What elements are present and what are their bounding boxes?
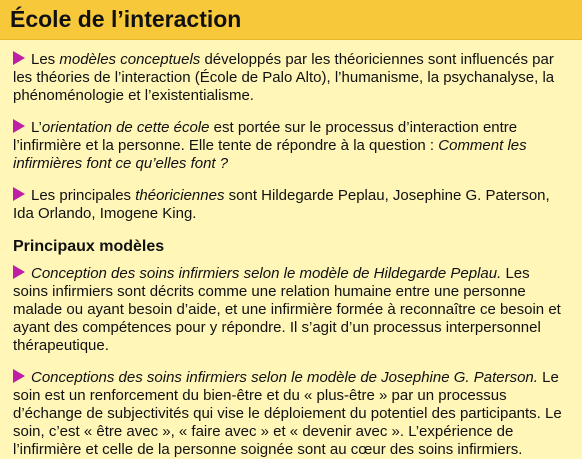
paragraph-theorists-italic: théoriciennes xyxy=(135,187,225,204)
model-paterson-title: Conceptions des soins infirmiers selon le modèle de Josephine G. Paterson. xyxy=(31,369,538,386)
page-title: École de l’interaction xyxy=(10,6,242,32)
triangle-bullet-icon xyxy=(13,369,25,383)
paragraph-orientation-end: est portée sur le processus d’interaction entre l’infirmière et la personne. Elle tente de répondre à la question : xyxy=(13,119,518,154)
paragraph-models-start: Les xyxy=(31,51,60,68)
triangle-bullet-icon xyxy=(13,187,25,201)
triangle-bullet-icon xyxy=(13,265,25,279)
triangle-bullet-icon xyxy=(13,119,25,133)
paragraph-orientation-start: L’ xyxy=(31,119,42,136)
title-bar xyxy=(0,0,582,40)
paragraph-models xyxy=(13,51,567,105)
paragraph-models-end: développés par les théoriciennes sont influencés par les théories de l’interaction (École de Palo Alto), l’humanisme, la psychanalyse, la phénoménologie et l’existentialisme. xyxy=(13,51,555,104)
model-paterson xyxy=(13,369,567,459)
paragraph-theorists xyxy=(13,187,567,223)
paragraph-orientation xyxy=(13,119,567,173)
triangle-bullet-icon xyxy=(13,51,25,65)
paragraph-orientation-question: Comment les infirmières font ce qu’elles font ? xyxy=(13,137,527,172)
model-paterson-text: Le soin est un renforcement du bien-être et du « plus-être » par un processus d’échange de subjectivités qui vise le déploiement du potentiel des participants. Le soin, c’est « être avec », « faire avec » et « devenir avec ». L’expérience de l’infirmière et celle de la personne soignée sont au cœur des soins infirmiers. xyxy=(13,369,562,458)
model-peplau xyxy=(13,265,567,355)
paragraph-models-italic: modèles conceptuels xyxy=(59,51,201,68)
model-peplau-text: Les soins infirmiers sont décrits comme une relation humaine entre une personne malade ou ayant besoin d’aide, et une infirmière formée à reconnaître ce besoin et ayant des compétences pour y répondre. Il s’agit d’un processus interpersonnel thérapeutique. xyxy=(13,265,561,354)
model-peplau-title: Conception des soins infirmiers selon le modèle de Hildegarde Peplau. xyxy=(31,265,502,282)
section-title: Principaux modèles xyxy=(13,238,165,255)
content-area xyxy=(13,51,567,459)
paragraph-orientation-italic: orientation de cette école xyxy=(41,119,210,136)
paragraph-theorists-end: sont Hildegarde Peplau, Josephine G. Paterson, Ida Orlando, Imogene King. xyxy=(13,187,550,222)
paragraph-theorists-start: Les principales xyxy=(31,187,136,204)
